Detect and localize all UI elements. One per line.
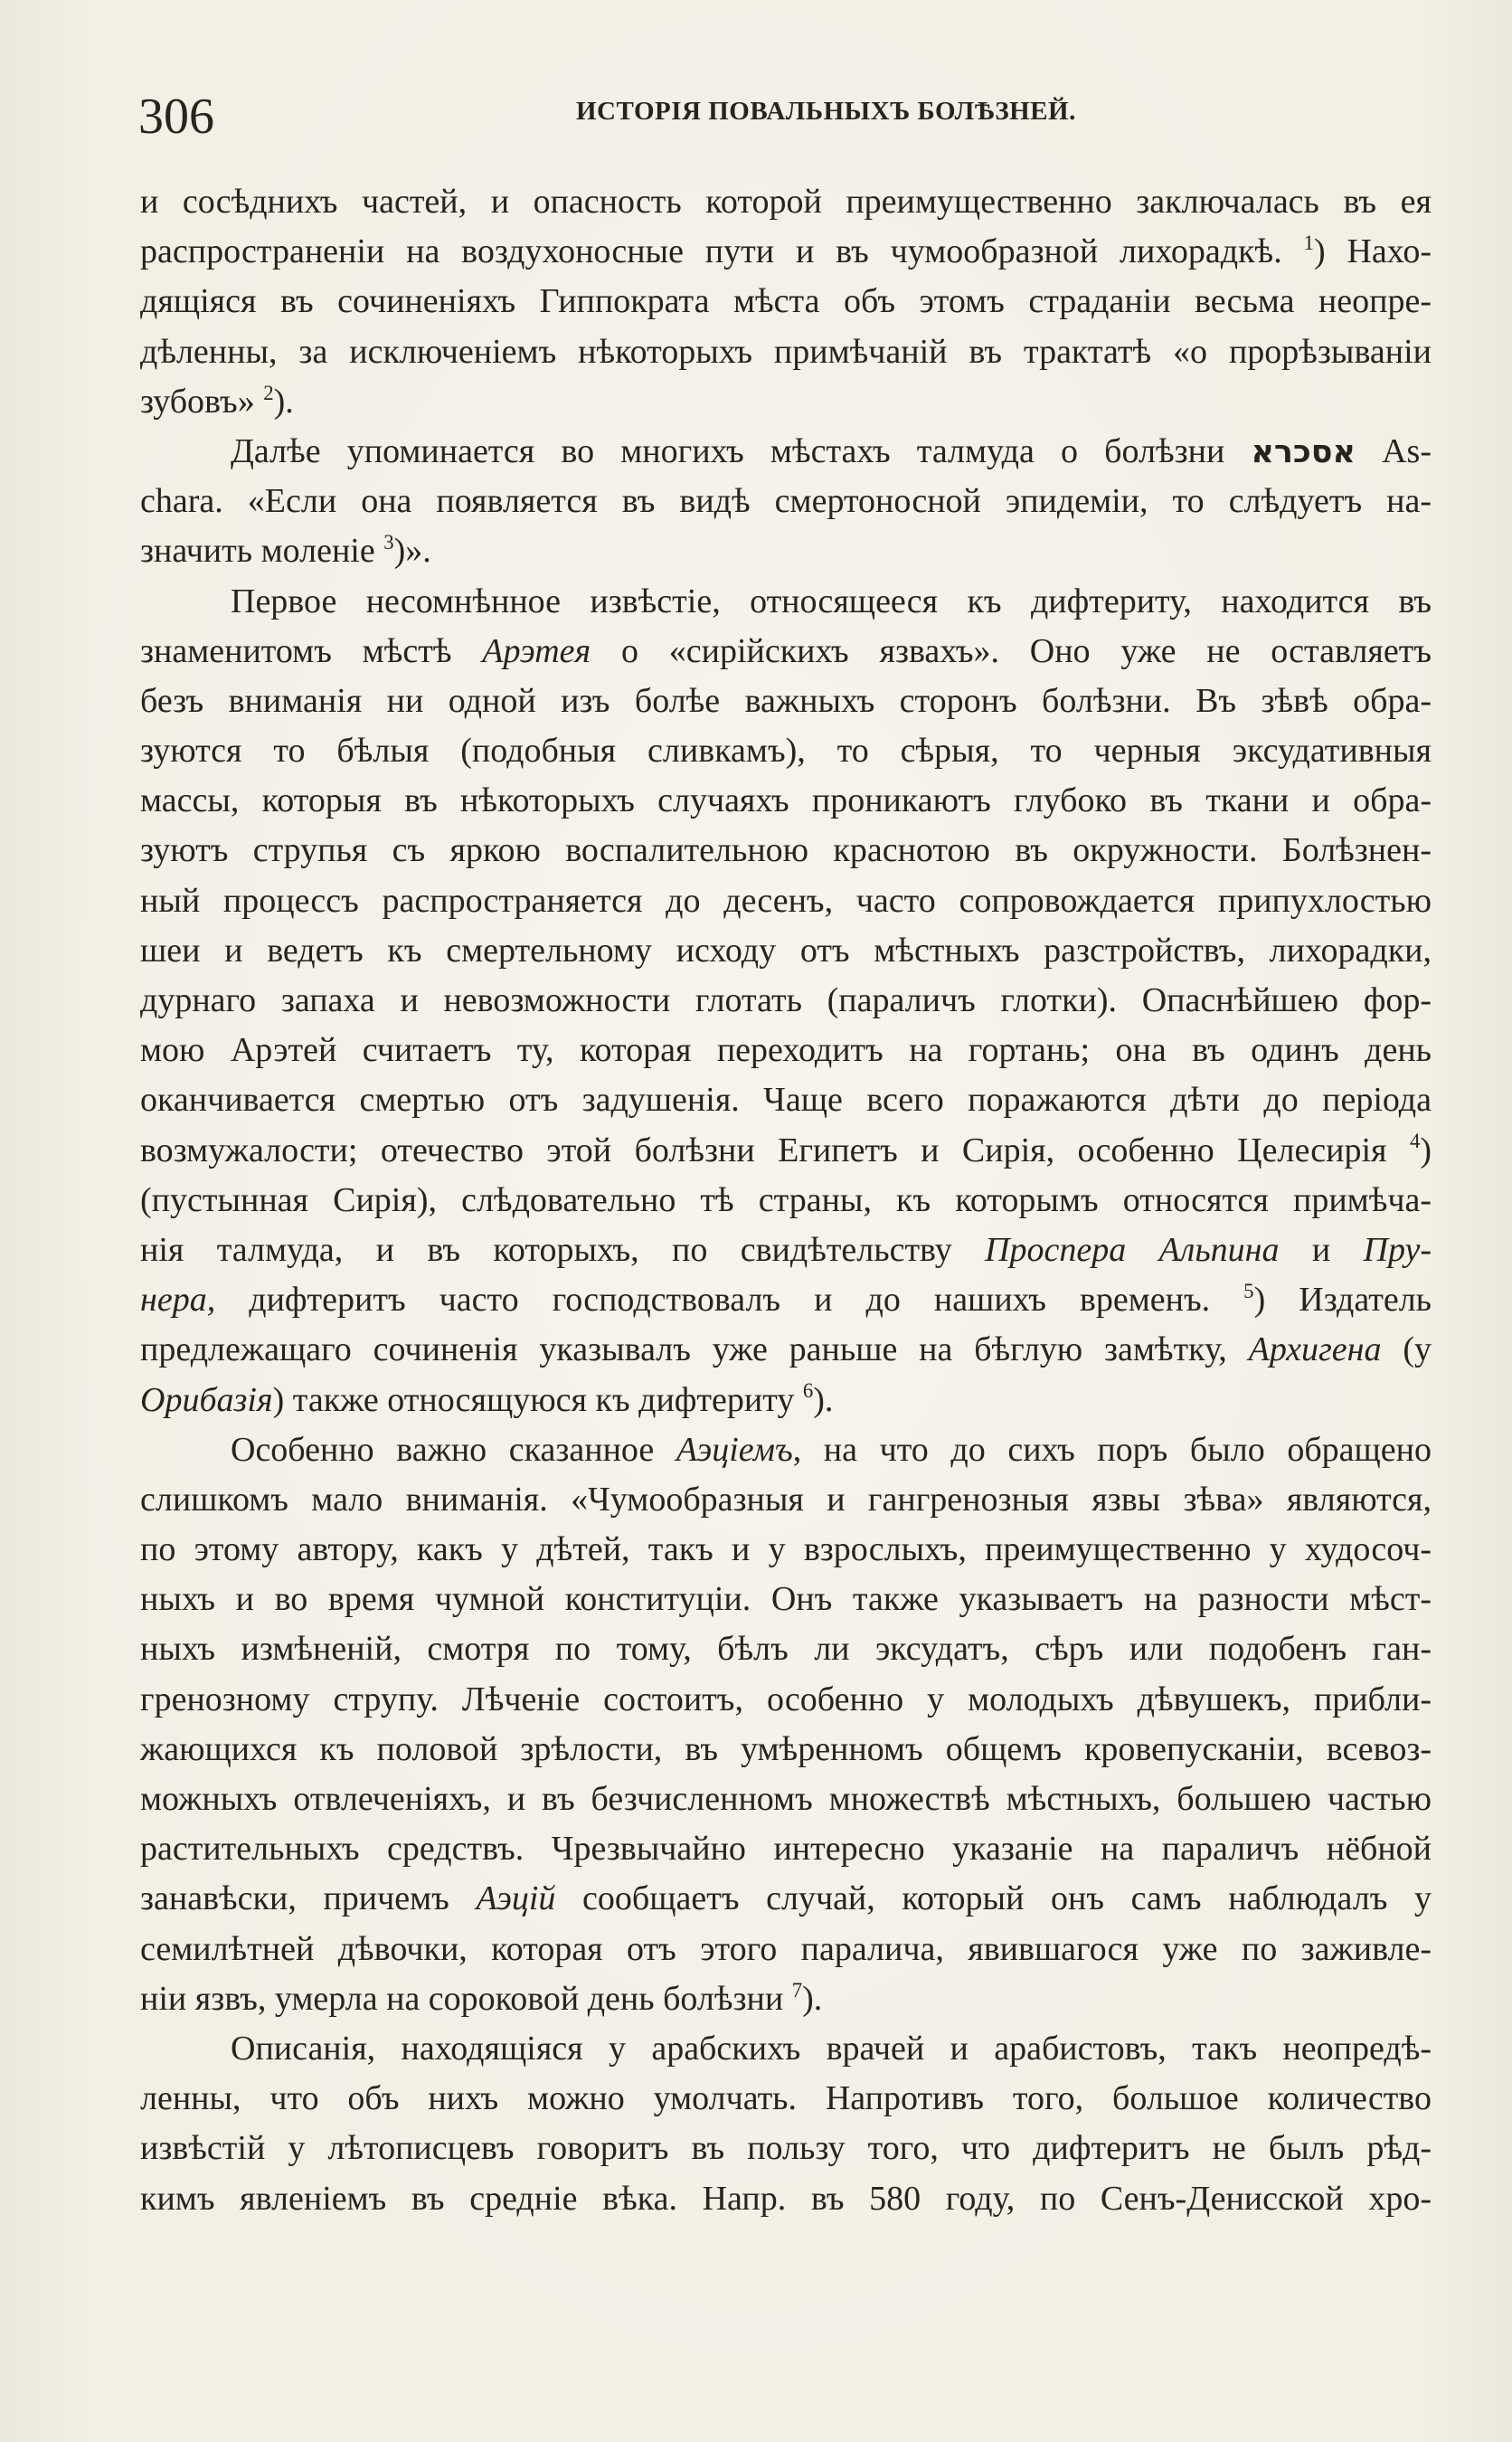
text-line (140, 1775, 1432, 1824)
text-line (140, 1824, 1432, 1874)
italic-name: Орибазія (140, 1380, 273, 1419)
text-line (140, 826, 1432, 876)
text-run: о «сирійскихъ язвахъ». Оно уже не оставляетъ (591, 631, 1432, 670)
text-run: (пустынная Сирія), слѣдовательно тѣ страны, къ которымъ относятся примѣча- (140, 1180, 1432, 1219)
text-line (140, 477, 1432, 526)
text-run: зуются то бѣлыя (подобныя сливкамъ), то сѣрыя, то черныя эксудативныя (140, 732, 1432, 771)
text-run: ныхъ измѣненій, смотря по тому, бѣлъ ли эксудатъ, сѣръ или подобенъ ган- (140, 1630, 1432, 1669)
text-run: гренозному струпу. Лѣченіе состоитъ, особенно у молодыхъ дѣвушекъ, прибли- (140, 1680, 1432, 1718)
text-line (140, 1874, 1432, 1924)
italic-name: Пру- (1363, 1230, 1432, 1269)
text-run: ) Нахо- (1313, 232, 1432, 271)
text-run: As- (1355, 431, 1432, 470)
text-run: распространеніи на воздухоносные пути и въ чумообразной лихорадкѣ. (140, 232, 1304, 271)
text-run: знаменитомъ мѣстѣ (140, 631, 483, 670)
text-line (140, 1275, 1432, 1325)
text-run: ный процессъ распространяется до десенъ, часто сопровождается припухлостью (140, 881, 1432, 920)
text-line (140, 427, 1432, 477)
paragraph (140, 2024, 1432, 2224)
text-line (140, 1226, 1432, 1275)
italic-name: Проспера Альпина (985, 1230, 1280, 1269)
text-line (140, 577, 1432, 627)
text-run: значить моленіе (140, 532, 384, 571)
text-run: Первое несомнѣнное извѣстіе, относящееся къ дифтериту, находится въ (231, 582, 1432, 620)
text-line (140, 1925, 1432, 1974)
text-line (140, 2124, 1432, 2173)
text-run: дурнаго запаха и невозможности глотать (параличъ глотки). Опаснѣйшею фор- (140, 981, 1432, 1019)
footnote-ref: 5 (1243, 1280, 1254, 1302)
text-run: мою Арэтей считаетъ ту, которая переходитъ на гортань; она въ одинъ день (140, 1031, 1432, 1070)
text-line (140, 2024, 1432, 2074)
hebrew-word: אסכרא (1251, 433, 1356, 470)
text-run: ныхъ и во время чумной конституціи. Онъ также указываетъ на разности мѣст- (140, 1580, 1432, 1619)
italic-name: Аэціемъ (676, 1430, 793, 1469)
text-run: кимъ явленіемъ въ средніе вѣка. Напр. въ 580 году, по Сенъ-Денисской хро- (140, 2179, 1432, 2218)
text-run: chara. «Если она появляется въ видѣ смертоносной эпидеміи, то слѣдуетъ на- (140, 482, 1432, 521)
text-line (140, 2074, 1432, 2124)
text-run: безъ вниманія ни одной изъ болѣе важныхъ сторонъ болѣзни. Въ зѣвѣ обра- (140, 681, 1432, 720)
footnote-ref: 4 (1409, 1130, 1421, 1153)
paragraph (140, 577, 1432, 1425)
text-line (140, 776, 1432, 826)
text-line (140, 677, 1432, 726)
footnote-ref: 2 (263, 381, 274, 404)
text-line (140, 177, 1432, 227)
text-run: дѣленны, за исключеніемъ нѣкоторыхъ примѣчаній въ трактатѣ «о прорѣзываніи (140, 332, 1432, 371)
text-run: растительныхъ средствъ. Чрезвычайно интересно указаніе на параличъ нёбной (140, 1830, 1432, 1869)
text-run: массы, которыя въ нѣкоторыхъ случаяхъ проникаютъ глубоко въ ткани и обра- (140, 781, 1432, 820)
text-line (140, 1575, 1432, 1624)
text-run: ) (1420, 1131, 1432, 1169)
text-run: ). (813, 1380, 834, 1419)
text-run: ) также относящуюся къ дифтериту (272, 1380, 803, 1419)
text-line (140, 926, 1432, 976)
text-run: слишкомъ мало вниманія. «Чумообразныя и гангренозныя язвы зѣва» являются, (140, 1480, 1432, 1519)
running-head: ИСТОРІЯ ПОВАЛЬНЫХЪ БОЛѢЗНЕЙ. (576, 97, 1076, 126)
text-line (140, 726, 1432, 776)
text-run: зубовъ» (140, 382, 264, 421)
text-line (140, 1974, 1432, 2024)
text-line (140, 1075, 1432, 1125)
footnote-ref: 6 (802, 1379, 814, 1403)
text-run: и (1279, 1230, 1364, 1269)
text-line (140, 1475, 1432, 1525)
italic-name: Арэтея (482, 631, 591, 670)
text-line (140, 327, 1432, 377)
text-run: дящіяся въ сочиненіяхъ Гиппократа мѣста объ этомъ страданіи весьма неопре- (140, 282, 1432, 321)
text-run: можныхъ отвлеченіяхъ, и въ безчисленномъ множествѣ мѣстныхъ, большею частью (140, 1780, 1432, 1818)
text-run: дифтеритъ часто господствовалъ и до нашихъ временъ. (215, 1281, 1244, 1320)
text-line (140, 1425, 1432, 1475)
text-run: , на что до сихъ поръ было обращено (792, 1430, 1432, 1469)
text-run: Описанія, находящіяся у арабскихъ врачей и арабистовъ, такъ неопредѣ- (231, 2029, 1432, 2068)
text-line (140, 1126, 1432, 1176)
text-line (140, 1176, 1432, 1226)
text-run: (у (1381, 1330, 1432, 1369)
text-run: ніи язвъ, умерла на сороковой день болѣзни (140, 1979, 792, 2018)
text-run: ленны, что объ нихъ можно умолчать. Напротивъ того, большое количество (140, 2079, 1432, 2118)
paragraph (140, 427, 1432, 577)
text-line (140, 1325, 1432, 1375)
text-run: ). (802, 1979, 823, 2018)
text-run: Особенно важно сказанное (231, 1430, 676, 1469)
text-run: нія талмуда, и въ которыхъ, по свидѣтельству (140, 1230, 986, 1269)
footnote-ref: 3 (383, 531, 394, 554)
text-run: занавѣски, причемъ (140, 1879, 477, 1918)
text-line (140, 976, 1432, 1026)
text-run: ) Издатель (1253, 1281, 1432, 1320)
text-run: шеи и ведетъ къ смертельному исходу отъ мѣстныхъ разстройствъ, лихорадки, (140, 931, 1432, 970)
text-run: возмужалости; отечество этой болѣзни Египетъ и Сирія, особенно Целесирія (140, 1131, 1410, 1169)
italic-name: Архигена (1248, 1330, 1382, 1369)
text-run: зуютъ струпья съ яркою воспалительною краснотою въ окружности. Болѣзнен- (140, 831, 1432, 870)
text-line (140, 1725, 1432, 1775)
text-run: )». (393, 532, 431, 571)
text-run: предлежащаго сочиненія указывалъ уже раньше на бѣглую замѣтку, (140, 1330, 1249, 1369)
text-run: и сосѣднихъ частей, и опасность которой преимущественно заключалась въ ея (140, 183, 1432, 221)
text-line (140, 526, 1432, 576)
paragraph (140, 1425, 1432, 2024)
page-header (0, 0, 1512, 154)
page-number: 306 (138, 89, 214, 145)
text-run: семилѣтней дѣвочки, которая отъ этого паралича, явившагося уже по заживле- (140, 1929, 1432, 1968)
text-run: жающихся къ половой зрѣлости, въ умѣренномъ общемъ кровепусканіи, всевоз- (140, 1729, 1432, 1768)
footnote-ref: 7 (791, 1978, 803, 2002)
text-run: извѣстій у лѣтописцевъ говоритъ въ пользу того, что дифтеритъ не былъ рѣд- (140, 2129, 1432, 2168)
text-line (140, 1525, 1432, 1575)
text-run: ). (273, 382, 294, 421)
text-run: по этому автору, какъ у дѣтей, такъ и у взрослыхъ, преимущественно у худосоч- (140, 1530, 1432, 1569)
paragraph (140, 177, 1432, 427)
text-run: оканчивается смертью отъ задушенія. Чаще всего поражаются дѣти до періода (140, 1081, 1432, 1120)
text-run: Далѣе упоминается во многихъ мѣстахъ талмуда о болѣзни (231, 431, 1252, 470)
text-line (140, 2174, 1432, 2224)
text-line (140, 627, 1432, 677)
text-line (140, 377, 1432, 427)
text-line (140, 1624, 1432, 1674)
italic-name: Аэцій (476, 1879, 556, 1918)
text-line (140, 1026, 1432, 1075)
text-line (140, 277, 1432, 327)
text-line (140, 1376, 1432, 1425)
text-run: сообщаетъ случай, который онъ самъ наблюдалъ у (555, 1879, 1432, 1918)
text-line (140, 876, 1432, 926)
text-line (140, 1675, 1432, 1725)
italic-name: нера, (140, 1281, 216, 1320)
text-line (140, 227, 1432, 277)
footnote-ref: 1 (1303, 232, 1314, 255)
body-text (140, 177, 1432, 2224)
